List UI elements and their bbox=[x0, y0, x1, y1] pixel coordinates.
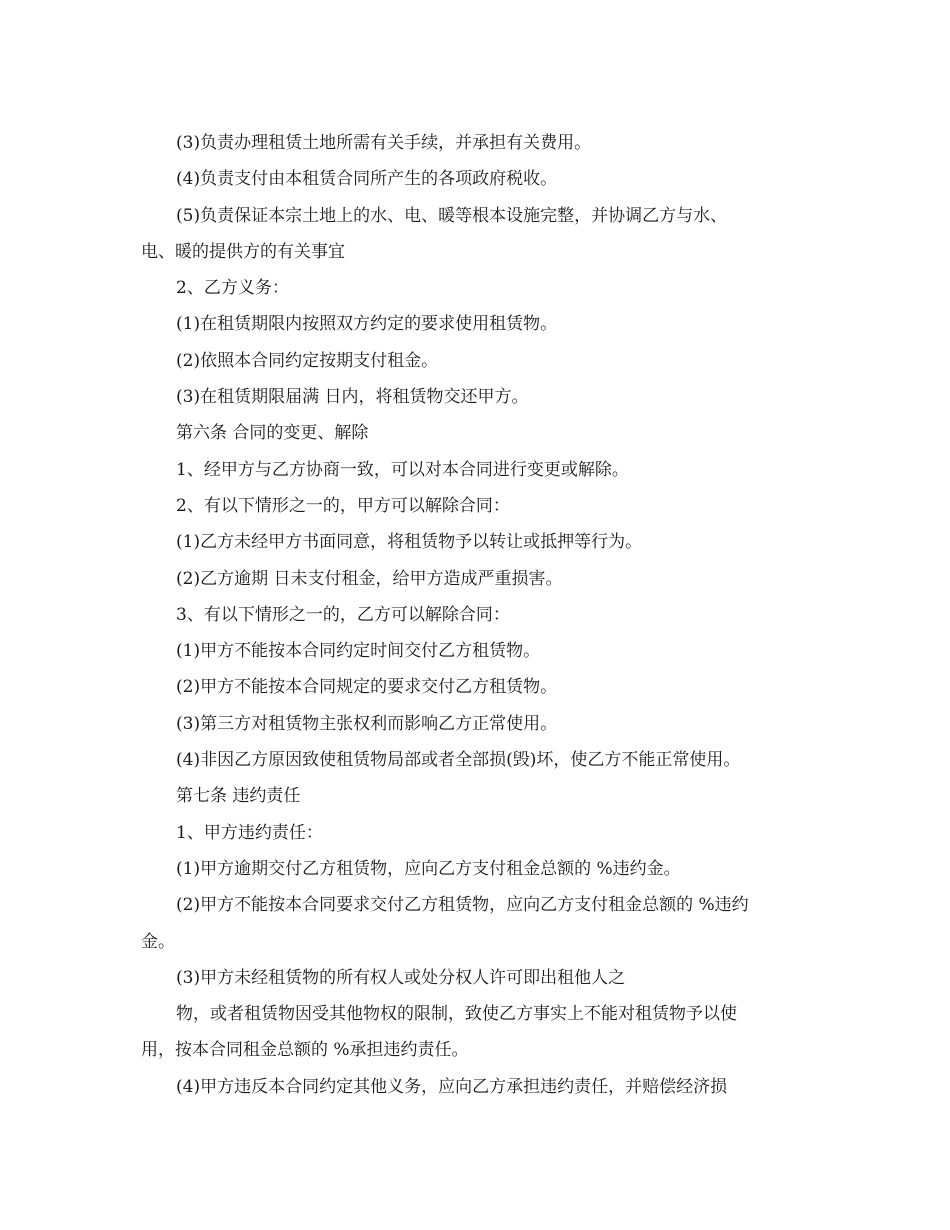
clause-line: (3)甲方未经租赁物的所有权人或处分权人许可即出租他人之 bbox=[176, 967, 626, 988]
clause-line: (1)甲方逾期交付乙方租赁物，应向乙方支付租金总额的 %违约金。 bbox=[176, 858, 681, 879]
clause-line: (3)第三方对租赁物主张权利而影响乙方正常使用。 bbox=[176, 713, 558, 734]
document-body bbox=[141, 125, 806, 1105]
clause-line-continuation: 金。 bbox=[141, 931, 175, 952]
article-heading: 第七条 违约责任 bbox=[176, 786, 301, 807]
clause-line: (2)甲方不能按本合同要求交付乙方租赁物，应向乙方支付租金总额的 %违约 bbox=[176, 895, 749, 916]
clause-line-continuation: 用，按本合同租金总额的 %承担违约责任。 bbox=[141, 1040, 469, 1061]
clause-line: (3)在租赁期限届满 日内，将租赁物交还甲方。 bbox=[176, 387, 529, 408]
section-heading: 2、有以下情形之一的，甲方可以解除合同： bbox=[176, 495, 510, 516]
clause-line: (2)乙方逾期 日未支付租金，给甲方造成严重损害。 bbox=[176, 568, 563, 589]
clause-line: (1)甲方不能按本合同约定时间交付乙方租赁物。 bbox=[176, 641, 541, 662]
clause-line: (4)甲方违反本合同约定其他义务，应向乙方承担违约责任，并赔偿经济损 bbox=[176, 1076, 728, 1097]
clause-line: (1)乙方未经甲方书面同意，将租赁物予以转让或抵押等行为。 bbox=[176, 532, 643, 553]
clause-line: (3)负责办理租赁土地所需有关手续，并承担有关费用。 bbox=[176, 133, 592, 153]
clause-line: (2)依照本合同约定按期支付租金。 bbox=[176, 350, 439, 371]
clause-line: (5)负责保证本宗土地上的水、电、暖等根本设施完整，并协调乙方与水、 bbox=[176, 205, 728, 226]
clause-line: (4)非因乙方原因致使租赁物局部或者全部损(毁)坏，使乙方不能正常使用。 bbox=[176, 750, 741, 771]
article-heading: 第六条 合同的变更、解除 bbox=[176, 423, 369, 444]
clause-line-continuation: 物，或者租赁物因受其他物权的限制，致使乙方事实上不能对租赁物予以使 bbox=[176, 1004, 737, 1025]
clause-line: (4)负责支付由本租赁合同所产生的各项政府税收。 bbox=[176, 169, 558, 190]
clause-line: (1)在租赁期限内按照双方约定的要求使用租赁物。 bbox=[176, 314, 558, 335]
section-heading: 2、乙方义务： bbox=[176, 278, 289, 299]
section-heading: 1、甲方违约责任： bbox=[176, 822, 323, 843]
clause-line: (2)甲方不能按本合同规定的要求交付乙方租赁物。 bbox=[176, 677, 558, 698]
section-heading: 3、有以下情形之一的，乙方可以解除合同： bbox=[176, 604, 510, 625]
clause-line: 1、经甲方与乙方协商一致，可以对本合同进行变更或解除。 bbox=[176, 459, 629, 480]
clause-line-continuation: 电、暖的提供方的有关事宜 bbox=[141, 241, 345, 262]
